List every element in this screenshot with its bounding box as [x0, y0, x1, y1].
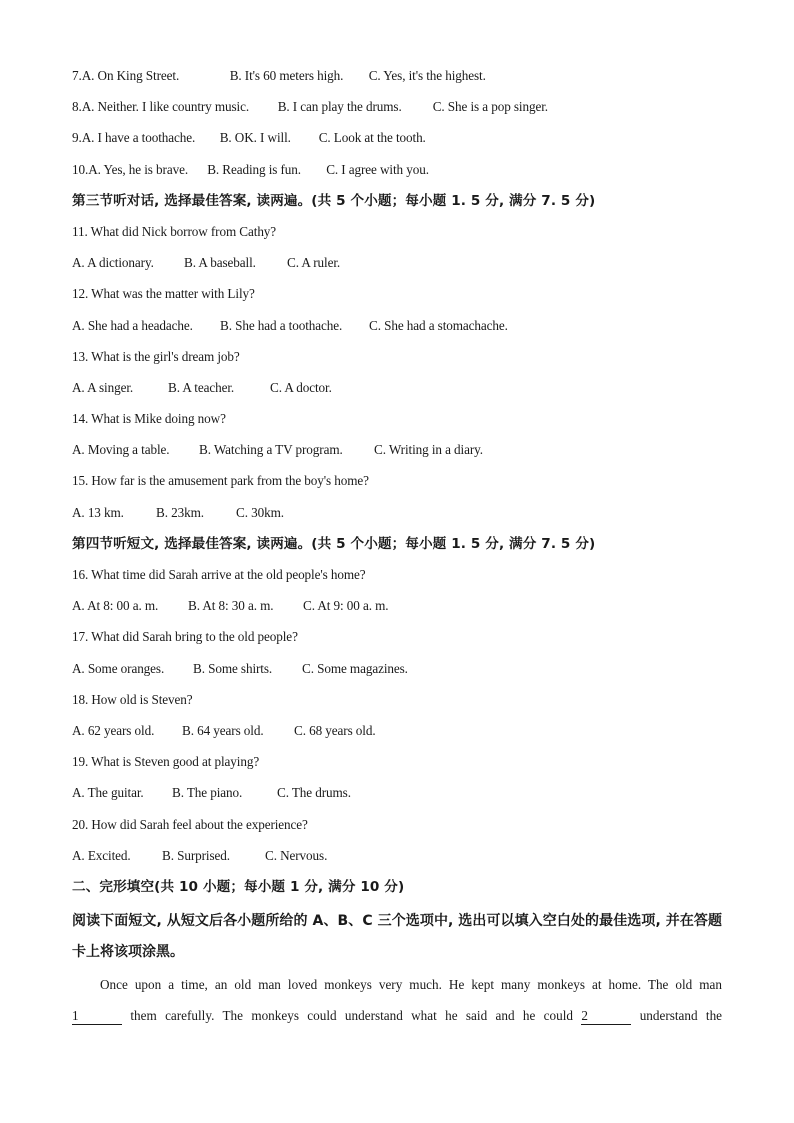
answer-options-q19	[72, 781, 722, 812]
option-a: A. A singer.	[72, 379, 134, 395]
passage-line-1	[72, 969, 722, 1000]
option-c: C. A doctor.	[270, 379, 332, 395]
part-heading-cloze: 二、完形填空(共 10 小题；每小题 1 分, 满分 10 分)	[72, 878, 405, 895]
question-14: 14. What is Mike doing now?	[72, 411, 226, 427]
question-19: 19. What is Steven good at playing?	[72, 754, 260, 770]
option-c: C. She is a pop singer.	[432, 99, 548, 115]
answer-options-q8	[72, 95, 722, 126]
question-17: 17. What did Sarah bring to the old people?	[72, 629, 298, 645]
passage-line-2	[72, 1000, 722, 1031]
answer-options-q10	[72, 158, 722, 189]
option-b: B. Some shirts.	[193, 660, 273, 676]
option-b: B. She had a toothache.	[220, 317, 343, 333]
blank-2: 2	[581, 1008, 631, 1025]
option-a: A. I have a toothache.	[81, 130, 196, 146]
option-c: C. Writing in a diary.	[374, 442, 483, 458]
question-16: 16. What time did Sarah arrive at the old people's home?	[72, 567, 366, 582]
question-11: 11. What did Nick borrow from Cathy?	[72, 223, 277, 239]
option-b: B. 64 years old.	[182, 722, 264, 738]
passage-text: Once upon a time, an old man loved monkeys very much. He kept many monkeys at home. The old man	[100, 977, 722, 993]
answer-options-q13	[72, 376, 722, 407]
answer-options-q15	[72, 501, 722, 532]
option-a: A. At 8: 00 a. m.	[72, 598, 159, 614]
option-a: A. The guitar.	[72, 785, 144, 801]
option-b: B. Watching a TV program.	[199, 442, 343, 458]
question-13: 13. What is the girl's dream job?	[72, 348, 240, 364]
option-c: C. A ruler.	[287, 255, 341, 271]
option-c: C. At 9: 00 a. m.	[303, 598, 389, 614]
option-c: C. Nervous.	[265, 847, 328, 863]
answer-options-q11	[72, 251, 722, 282]
question-12: 12. What was the matter with Lily?	[72, 286, 255, 302]
section-heading-4: 第四节听短文, 选择最佳答案, 读两遍。(共 5 个小题；每小题 1. 5 分, 满分 7. 5 分)	[72, 535, 596, 552]
answer-options-q14	[72, 438, 722, 469]
question-20: 20. How did Sarah feel about the experience?	[72, 816, 308, 832]
answer-options-q18	[72, 719, 722, 750]
option-c: C. 30km.	[236, 504, 284, 520]
option-a: A. Moving a table.	[72, 442, 170, 458]
answer-options-q17	[72, 657, 722, 688]
option-b: B. It's 60 meters high.	[229, 68, 344, 83]
option-b: B. I can play the drums.	[277, 99, 402, 115]
option-a: A. Excited.	[72, 847, 131, 863]
option-c: C. The drums.	[277, 785, 351, 801]
option-a: A. On King Street.	[81, 68, 180, 83]
passage-text: them carefully. The monkeys could understand what he said and he could	[130, 1008, 573, 1024]
option-b: B. Surprised.	[162, 847, 230, 863]
blank-1: 1	[72, 1008, 122, 1025]
answer-options-q12	[72, 314, 722, 345]
option-c: C. She had a stomachache.	[369, 317, 508, 333]
option-b: B. A teacher.	[168, 379, 235, 395]
option-a: A. Yes, he is brave.	[88, 161, 189, 177]
option-c: C. I agree with you.	[326, 161, 429, 177]
answer-options-q16	[72, 594, 722, 625]
option-c: C. Yes, it's the highest.	[368, 68, 486, 83]
option-c: C. Look at the tooth.	[318, 130, 426, 146]
question-15: 15. How far is the amusement park from the boy's home?	[72, 473, 369, 489]
option-a: A. Some oranges.	[72, 660, 165, 676]
option-a: A. A dictionary.	[72, 255, 154, 271]
option-b: B. At 8: 30 a. m.	[188, 598, 274, 614]
option-c: C. Some magazines.	[302, 660, 408, 676]
answer-options-q20	[72, 844, 722, 875]
option-a: A. She had a headache.	[72, 317, 193, 333]
option-c: C. 68 years old.	[294, 722, 376, 738]
answer-options-q9	[72, 126, 722, 157]
question-number: 9.	[72, 130, 82, 146]
option-a: A. 62 years old.	[72, 722, 155, 738]
option-b: B. Reading is fun.	[207, 161, 301, 177]
exam-page	[72, 64, 722, 1031]
cloze-instruction: 阅读下面短文, 从短文后各小题所给的 A、B、C 三个选项中, 选出可以填入空白处的最佳选项, 并在答题卡上将该项涂黑。	[72, 913, 722, 961]
question-number: 8.	[72, 99, 82, 115]
option-b: B. The piano.	[172, 785, 243, 801]
answer-options-q7	[72, 64, 722, 95]
option-b: B. A baseball.	[184, 255, 256, 271]
section-heading-3: 第三节听对话, 选择最佳答案, 读两遍。(共 5 个小题；每小题 1. 5 分, 满分 7. 5 分)	[72, 192, 596, 209]
question-18: 18. How old is Steven?	[72, 691, 193, 707]
option-b: B. OK. I will.	[219, 130, 291, 146]
passage-text: understand the	[639, 1008, 723, 1024]
option-a: A. 13 km.	[72, 504, 124, 520]
option-b: B. 23km.	[156, 504, 204, 520]
option-a: A. Neither. I like country music.	[81, 99, 250, 115]
question-number: 10.	[72, 161, 89, 177]
question-number: 7.	[72, 68, 82, 83]
